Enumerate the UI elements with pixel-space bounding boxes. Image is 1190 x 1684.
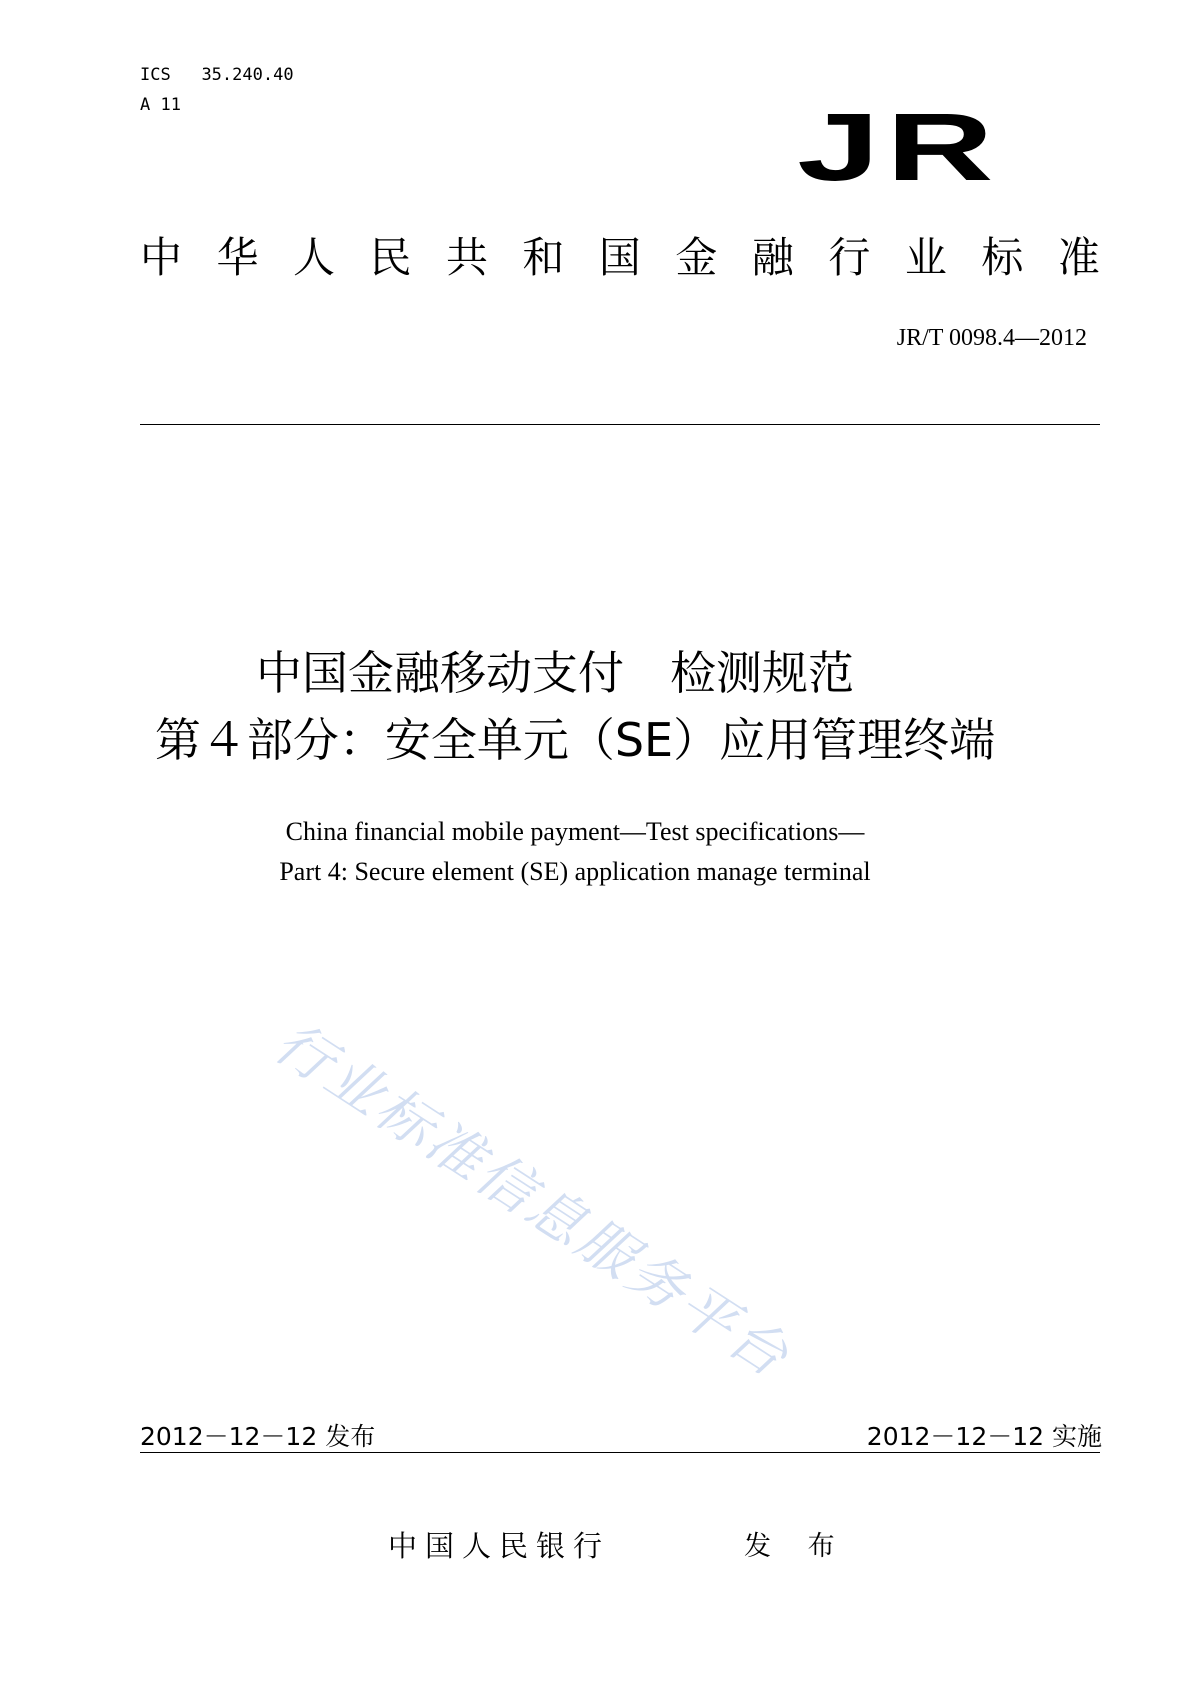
standard-type-char: 人: [292, 233, 335, 282]
ccs-code: A 11: [140, 95, 181, 115]
implementation-date: 2012－12－12 实施: [866, 1422, 1102, 1451]
issue-date: 2012－12－12 发布: [140, 1422, 376, 1451]
classification-block: [140, 60, 294, 120]
bottom-divider: [140, 1452, 1100, 1453]
ics-label: ICS: [140, 65, 171, 85]
standard-type-char: 国: [598, 233, 641, 282]
standard-type-char: 行: [828, 233, 871, 282]
standard-type-char: 金: [675, 233, 718, 282]
standard-type-char: 融: [751, 233, 794, 282]
standard-type-char: 准: [1057, 233, 1100, 282]
standard-type-char: 民: [369, 233, 412, 282]
title-cn-line1: 中国金融移动支付 检测规范: [256, 646, 854, 700]
top-divider: [140, 424, 1100, 425]
standard-number: JR/T 0098.4—2012: [896, 325, 1087, 351]
standard-type-char: 业: [904, 233, 947, 282]
title-cn-line2: 第４部分：安全单元（SE）应用管理终端: [154, 713, 996, 767]
issue-label: 发 布: [744, 1531, 849, 1562]
standard-type-char: 华: [216, 233, 259, 282]
ics-code: 35.240.40: [201, 65, 294, 85]
standard-type-char: 中: [140, 233, 183, 282]
jr-logo: JR: [797, 94, 1000, 201]
title-en-line2: Part 4: Secure element (SE) application manage terminal: [279, 857, 871, 886]
watermark: 行业标准信息服务平台: [263, 1010, 802, 1392]
standard-type-char: 标: [981, 233, 1024, 282]
standard-type-char: 和: [522, 233, 565, 282]
standard-type-title: [140, 232, 1100, 284]
standard-type-char: 共: [445, 233, 488, 282]
issuer-name: 中国人民银行: [388, 1529, 611, 1563]
ics-line: [140, 60, 294, 90]
title-en-line1: China financial mobile payment—Test specifications—: [285, 817, 865, 846]
